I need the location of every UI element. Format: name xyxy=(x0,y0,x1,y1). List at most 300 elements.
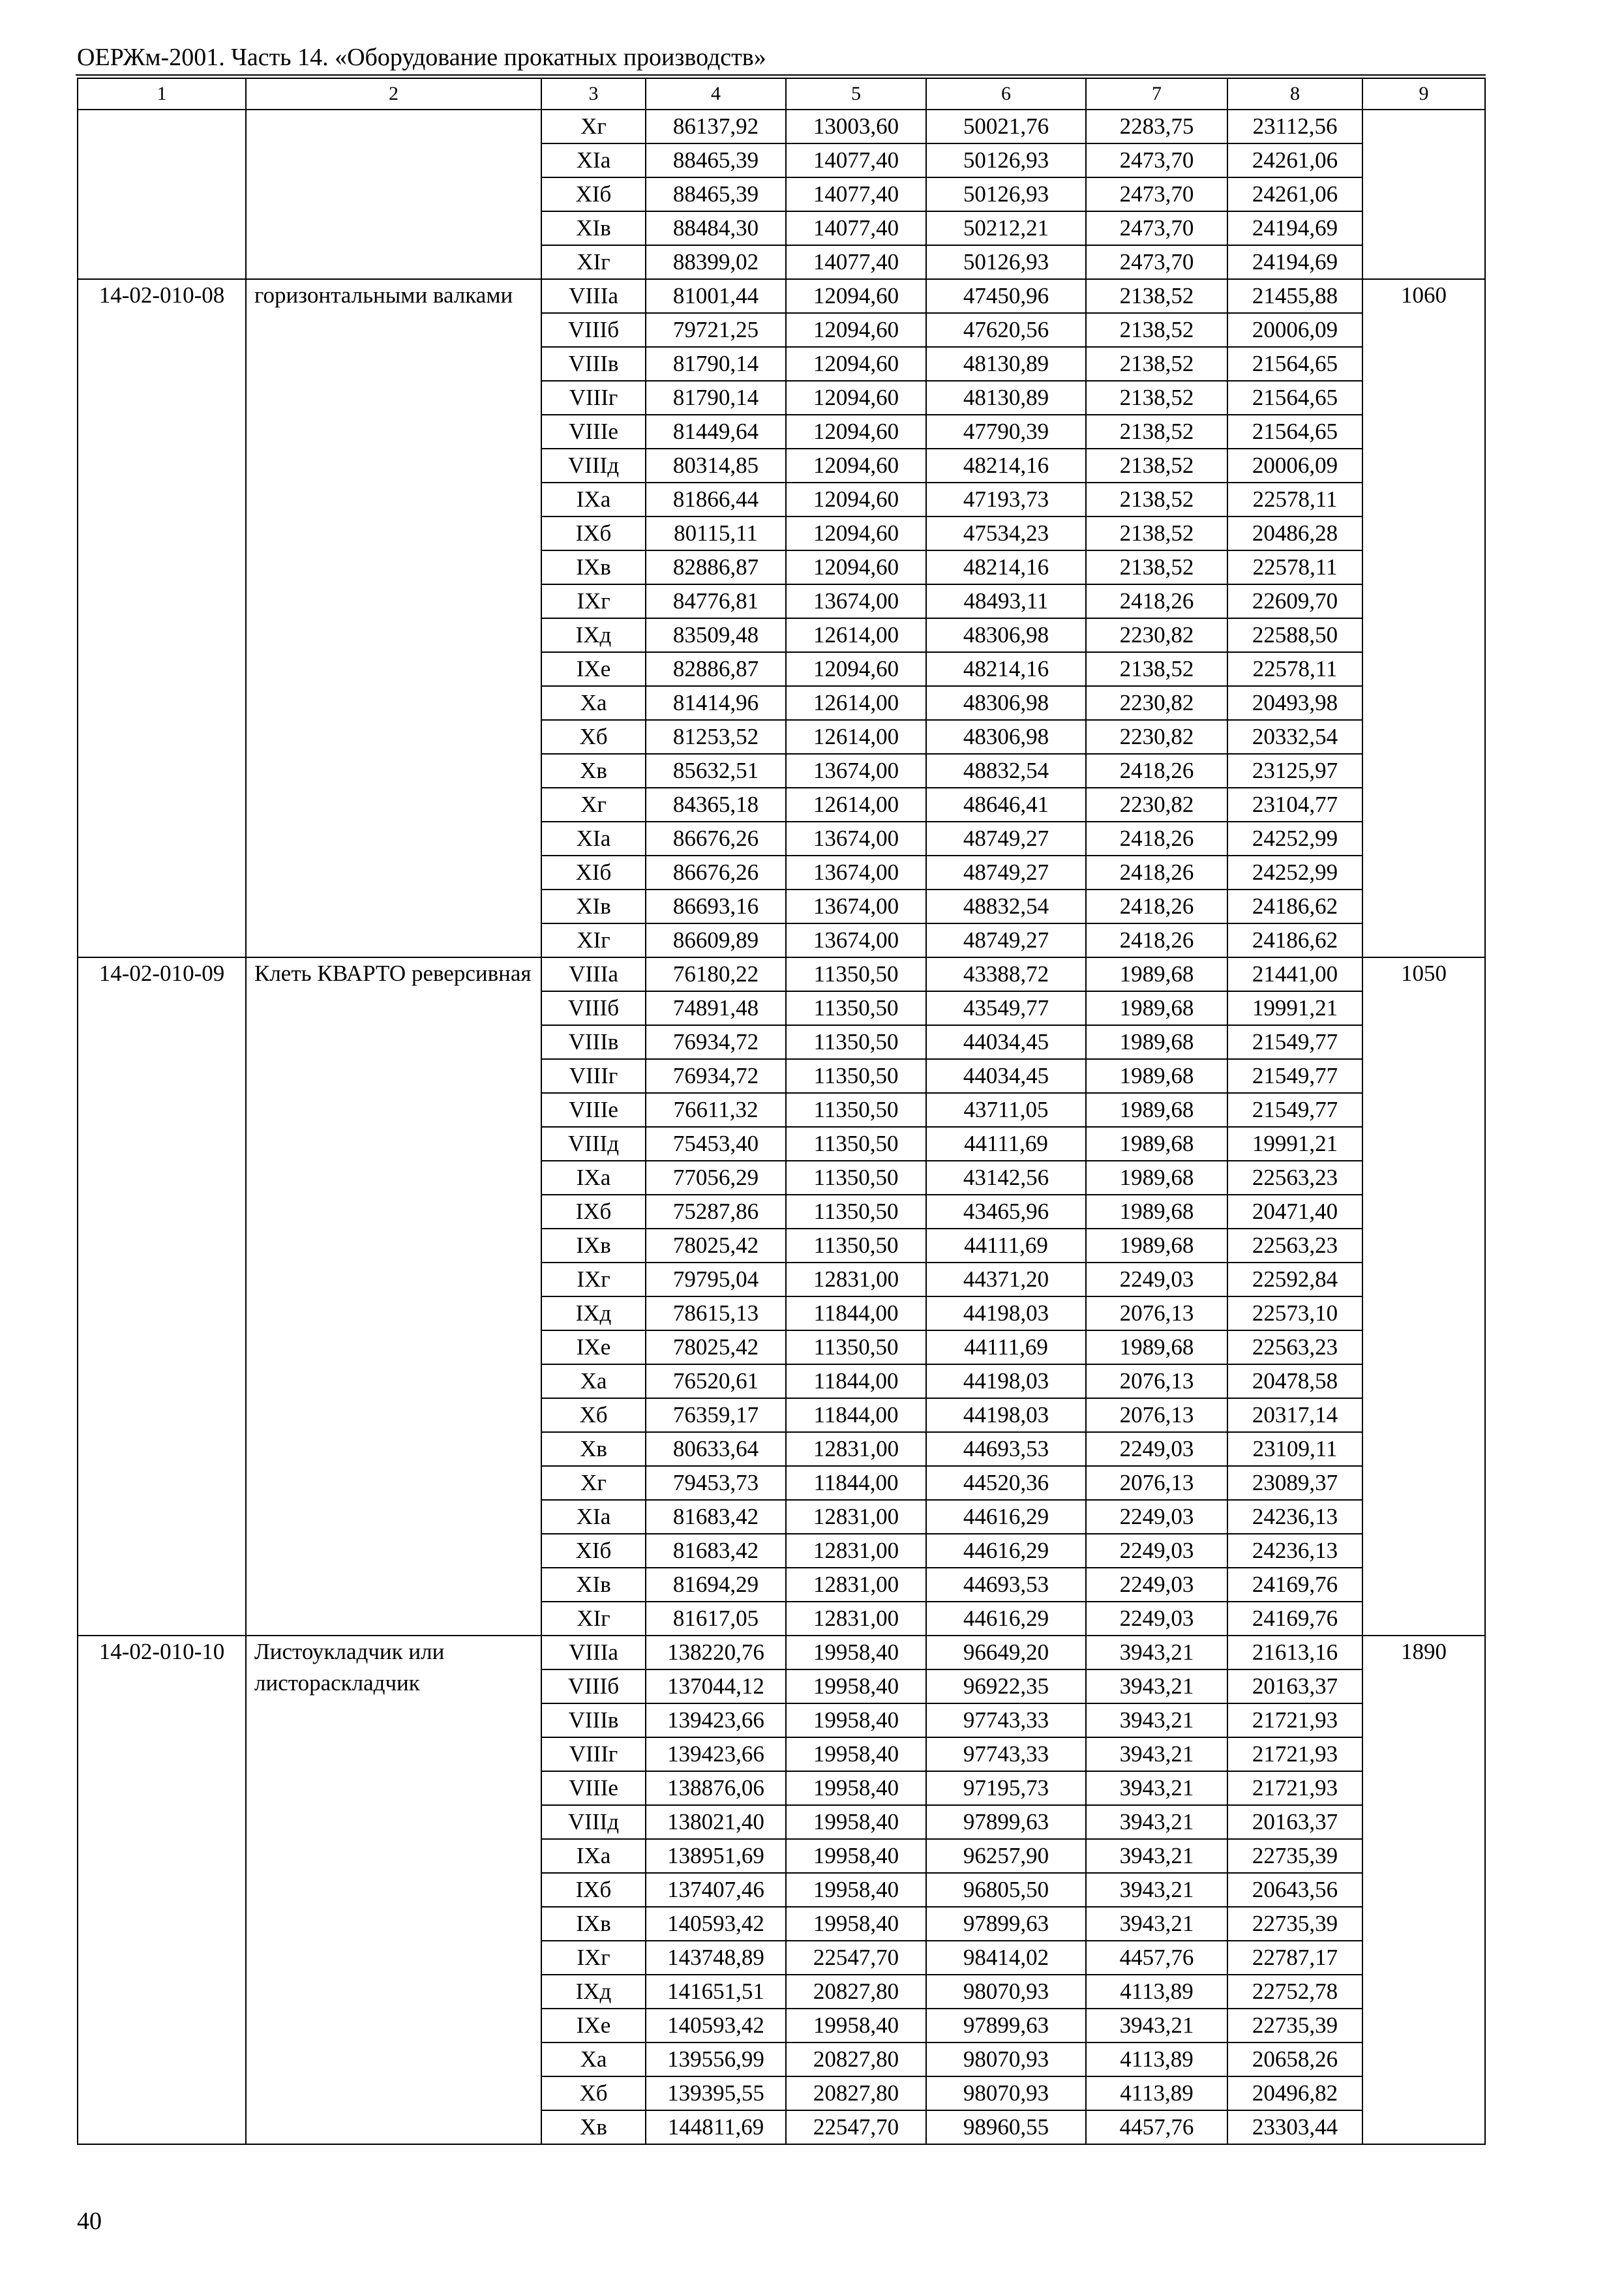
region-class-cell: IХг xyxy=(541,584,646,618)
materials-cost-cell: 24194,69 xyxy=(1227,211,1362,245)
region-class-cell: VIIIд xyxy=(541,1805,646,1839)
machine-cost-cell: 47450,96 xyxy=(926,279,1086,313)
materials-cost-cell: 20643,56 xyxy=(1227,1873,1362,1907)
materials-cost-cell: 22573,10 xyxy=(1227,1296,1362,1330)
total-cost-cell: 80115,11 xyxy=(646,516,786,550)
region-class-cell: Хб xyxy=(541,720,646,754)
machine-cost-cell: 48214,16 xyxy=(926,550,1086,584)
column-number: 6 xyxy=(926,78,1086,110)
materials-cost-cell: 22578,11 xyxy=(1227,483,1362,516)
wages-cell: 19958,40 xyxy=(786,1873,926,1907)
machine-cost-cell: 48749,27 xyxy=(926,923,1086,957)
wages-cell: 20827,80 xyxy=(786,2042,926,2076)
region-class-cell: ХIа xyxy=(541,143,646,177)
total-cost-cell: 76180,22 xyxy=(646,957,786,991)
machine-cost-cell: 47620,56 xyxy=(926,313,1086,347)
operator-wages-cell: 2138,52 xyxy=(1086,449,1227,483)
total-cost-cell: 138876,06 xyxy=(646,1771,786,1805)
machine-cost-cell: 43711,05 xyxy=(926,1093,1086,1127)
total-cost-cell: 84776,81 xyxy=(646,584,786,618)
wages-cell: 14077,40 xyxy=(786,245,926,279)
total-cost-cell: 86676,26 xyxy=(646,822,786,856)
machine-cost-cell: 98070,93 xyxy=(926,1975,1086,2009)
region-class-cell: VIIIе xyxy=(541,415,646,449)
price-table xyxy=(77,78,1486,2145)
total-cost-cell: 81683,42 xyxy=(646,1534,786,1568)
machine-cost-cell: 43142,56 xyxy=(926,1161,1086,1195)
region-class-cell: Хг xyxy=(541,110,646,143)
wages-cell: 11844,00 xyxy=(786,1364,926,1398)
materials-cost-cell: 22592,84 xyxy=(1227,1263,1362,1296)
materials-cost-cell: 20493,98 xyxy=(1227,686,1362,720)
materials-cost-cell: 20471,40 xyxy=(1227,1195,1362,1229)
total-cost-cell: 138951,69 xyxy=(646,1839,786,1873)
total-cost-cell: 84365,18 xyxy=(646,788,786,822)
wages-cell: 22547,70 xyxy=(786,1941,926,1975)
machine-cost-cell: 44198,03 xyxy=(926,1364,1086,1398)
operator-wages-cell: 2076,13 xyxy=(1086,1466,1227,1500)
machine-cost-cell: 44034,45 xyxy=(926,1059,1086,1093)
column-number: 2 xyxy=(246,78,541,110)
operator-wages-cell: 3943,21 xyxy=(1086,1636,1227,1669)
operator-wages-cell: 1989,68 xyxy=(1086,1161,1227,1195)
wages-cell: 12094,60 xyxy=(786,652,926,686)
operator-wages-cell: 3943,21 xyxy=(1086,1737,1227,1771)
region-class-cell: IХв xyxy=(541,1907,646,1941)
operator-wages-cell: 1989,68 xyxy=(1086,1195,1227,1229)
region-class-cell: Ха xyxy=(541,686,646,720)
wages-cell: 13674,00 xyxy=(786,822,926,856)
table-row xyxy=(78,279,1485,313)
materials-cost-cell: 20006,09 xyxy=(1227,449,1362,483)
machine-cost-cell: 43388,72 xyxy=(926,957,1086,991)
operator-wages-cell: 4113,89 xyxy=(1086,2042,1227,2076)
machine-cost-cell: 98070,93 xyxy=(926,2076,1086,2110)
machine-cost-cell: 48306,98 xyxy=(926,618,1086,652)
total-cost-cell: 83509,48 xyxy=(646,618,786,652)
operator-wages-cell: 1989,68 xyxy=(1086,957,1227,991)
column-number: 5 xyxy=(786,78,926,110)
operator-wages-cell: 2230,82 xyxy=(1086,618,1227,652)
operator-wages-cell: 2138,52 xyxy=(1086,415,1227,449)
machine-cost-cell: 48130,89 xyxy=(926,381,1086,415)
total-cost-cell: 81683,42 xyxy=(646,1500,786,1534)
machine-cost-cell: 98070,93 xyxy=(926,2042,1086,2076)
total-cost-cell: 88484,30 xyxy=(646,211,786,245)
machine-cost-cell: 98414,02 xyxy=(926,1941,1086,1975)
wages-cell: 12831,00 xyxy=(786,1534,926,1568)
materials-cost-cell: 22735,39 xyxy=(1227,1839,1362,1873)
total-cost-cell: 80314,85 xyxy=(646,449,786,483)
region-class-cell: IХд xyxy=(541,1975,646,2009)
table-row xyxy=(78,957,1485,991)
machine-cost-cell: 97743,33 xyxy=(926,1737,1086,1771)
total-cost-cell: 86676,26 xyxy=(646,856,786,890)
wages-cell: 13674,00 xyxy=(786,584,926,618)
materials-cost-cell: 24261,06 xyxy=(1227,177,1362,211)
machine-cost-cell: 48306,98 xyxy=(926,720,1086,754)
materials-cost-cell: 24194,69 xyxy=(1227,245,1362,279)
total-cost-cell: 76520,61 xyxy=(646,1364,786,1398)
total-cost-cell: 140593,42 xyxy=(646,2009,786,2042)
column-number: 3 xyxy=(541,78,646,110)
region-class-cell: ХIа xyxy=(541,1500,646,1534)
operator-wages-cell: 2138,52 xyxy=(1086,483,1227,516)
materials-cost-cell: 22752,78 xyxy=(1227,1975,1362,2009)
total-cost-cell: 143748,89 xyxy=(646,1941,786,1975)
operator-wages-cell: 2138,52 xyxy=(1086,313,1227,347)
region-class-cell: IХа xyxy=(541,1839,646,1873)
materials-cost-cell: 23125,97 xyxy=(1227,754,1362,788)
region-class-cell: IХв xyxy=(541,1229,646,1263)
wages-cell: 13674,00 xyxy=(786,890,926,923)
wages-cell: 13674,00 xyxy=(786,754,926,788)
region-class-cell: Ха xyxy=(541,1364,646,1398)
operator-wages-cell: 1989,68 xyxy=(1086,1025,1227,1059)
total-cost-cell: 81694,29 xyxy=(646,1568,786,1602)
region-class-cell: ХIб xyxy=(541,856,646,890)
operator-wages-cell: 2473,70 xyxy=(1086,177,1227,211)
materials-cost-cell: 24169,76 xyxy=(1227,1568,1362,1602)
wages-cell: 12831,00 xyxy=(786,1602,926,1636)
region-class-cell: VIIIв xyxy=(541,1025,646,1059)
wages-cell: 12094,60 xyxy=(786,415,926,449)
total-cost-cell: 78025,42 xyxy=(646,1330,786,1364)
item-code: 14-02-010-09 xyxy=(78,957,246,1636)
total-cost-cell: 77056,29 xyxy=(646,1161,786,1195)
operator-wages-cell: 1989,68 xyxy=(1086,1059,1227,1093)
total-cost-cell: 79795,04 xyxy=(646,1263,786,1296)
operator-wages-cell: 2138,52 xyxy=(1086,516,1227,550)
wages-cell: 20827,80 xyxy=(786,2076,926,2110)
region-class-cell: VIIIд xyxy=(541,449,646,483)
total-cost-cell: 139556,99 xyxy=(646,2042,786,2076)
materials-cost-cell: 24261,06 xyxy=(1227,143,1362,177)
item-name: Клеть КВАРТО реверсивная xyxy=(246,957,541,1636)
operator-wages-cell: 1989,68 xyxy=(1086,1093,1227,1127)
total-cost-cell: 81001,44 xyxy=(646,279,786,313)
materials-cost-cell: 24236,13 xyxy=(1227,1534,1362,1568)
operator-wages-cell: 3943,21 xyxy=(1086,1907,1227,1941)
total-cost-cell: 139423,66 xyxy=(646,1703,786,1737)
region-class-cell: VIIIб xyxy=(541,1669,646,1703)
region-class-cell: Ха xyxy=(541,2042,646,2076)
item-code: 14-02-010-10 xyxy=(78,1636,246,2144)
wages-cell: 11350,50 xyxy=(786,1127,926,1161)
materials-cost-cell: 23089,37 xyxy=(1227,1466,1362,1500)
total-cost-cell: 86693,16 xyxy=(646,890,786,923)
machine-cost-cell: 44693,53 xyxy=(926,1432,1086,1466)
total-cost-cell: 75287,86 xyxy=(646,1195,786,1229)
region-class-cell: Хб xyxy=(541,2076,646,2110)
wages-cell: 13674,00 xyxy=(786,856,926,890)
total-cost-cell: 75453,40 xyxy=(646,1127,786,1161)
region-class-cell: Хв xyxy=(541,2110,646,2144)
machine-cost-cell: 47534,23 xyxy=(926,516,1086,550)
wages-cell: 12831,00 xyxy=(786,1568,926,1602)
region-class-cell: VIIIе xyxy=(541,1093,646,1127)
total-cost-cell: 88465,39 xyxy=(646,177,786,211)
operator-wages-cell: 4457,76 xyxy=(1086,2110,1227,2144)
materials-cost-cell: 22787,17 xyxy=(1227,1941,1362,1975)
machine-cost-cell: 96649,20 xyxy=(926,1636,1086,1669)
materials-cost-cell: 22563,23 xyxy=(1227,1330,1362,1364)
materials-cost-cell: 22735,39 xyxy=(1227,2009,1362,2042)
machine-cost-cell: 48130,89 xyxy=(926,347,1086,381)
column-number: 9 xyxy=(1362,78,1485,110)
operator-wages-cell: 2473,70 xyxy=(1086,143,1227,177)
item-code xyxy=(78,110,246,279)
machine-cost-cell: 50126,93 xyxy=(926,177,1086,211)
column-number: 7 xyxy=(1086,78,1227,110)
materials-cost-cell: 20478,58 xyxy=(1227,1364,1362,1398)
wages-cell: 11350,50 xyxy=(786,1093,926,1127)
total-cost-cell: 76359,17 xyxy=(646,1398,786,1432)
materials-cost-cell: 24186,62 xyxy=(1227,923,1362,957)
operator-wages-cell: 2473,70 xyxy=(1086,211,1227,245)
item-name: горизонтальными валками xyxy=(246,279,541,957)
materials-cost-cell: 21613,16 xyxy=(1227,1636,1362,1669)
region-class-cell: VIIIб xyxy=(541,313,646,347)
machine-cost-cell: 44198,03 xyxy=(926,1398,1086,1432)
operator-wages-cell: 2473,70 xyxy=(1086,245,1227,279)
region-class-cell: IХб xyxy=(541,1195,646,1229)
operator-wages-cell: 2230,82 xyxy=(1086,788,1227,822)
operator-wages-cell: 2418,26 xyxy=(1086,754,1227,788)
column-number: 4 xyxy=(646,78,786,110)
wages-cell: 14077,40 xyxy=(786,143,926,177)
materials-cost-cell: 22563,23 xyxy=(1227,1161,1362,1195)
total-cost-cell: 88465,39 xyxy=(646,143,786,177)
total-cost-cell: 137407,46 xyxy=(646,1873,786,1907)
region-class-cell: ХIв xyxy=(541,1568,646,1602)
machine-cost-cell: 44616,29 xyxy=(926,1500,1086,1534)
wages-cell: 12831,00 xyxy=(786,1263,926,1296)
materials-cost-cell: 22609,70 xyxy=(1227,584,1362,618)
operator-wages-cell: 2249,03 xyxy=(1086,1602,1227,1636)
wages-cell: 19958,40 xyxy=(786,1703,926,1737)
region-class-cell: Хб xyxy=(541,1398,646,1432)
table-row xyxy=(78,110,1485,143)
operator-wages-cell: 2418,26 xyxy=(1086,584,1227,618)
region-class-cell: IХе xyxy=(541,1330,646,1364)
region-class-cell: VIIIа xyxy=(541,279,646,313)
wages-cell: 12614,00 xyxy=(786,720,926,754)
machine-cost-cell: 43465,96 xyxy=(926,1195,1086,1229)
region-class-cell: ХIб xyxy=(541,1534,646,1568)
wages-cell: 12831,00 xyxy=(786,1500,926,1534)
region-class-cell: Хг xyxy=(541,788,646,822)
region-class-cell: IХд xyxy=(541,618,646,652)
wages-cell: 12094,60 xyxy=(786,313,926,347)
materials-cost-cell: 21564,65 xyxy=(1227,415,1362,449)
operator-wages-cell: 4113,89 xyxy=(1086,2076,1227,2110)
materials-cost-cell: 22588,50 xyxy=(1227,618,1362,652)
materials-cost-cell: 20496,82 xyxy=(1227,2076,1362,2110)
materials-cost-cell: 20658,26 xyxy=(1227,2042,1362,2076)
total-cost-cell: 81790,14 xyxy=(646,381,786,415)
materials-cost-cell: 22563,23 xyxy=(1227,1229,1362,1263)
region-class-cell: ХIг xyxy=(541,923,646,957)
wages-cell: 19958,40 xyxy=(786,1805,926,1839)
machine-cost-cell: 44520,36 xyxy=(926,1466,1086,1500)
operator-wages-cell: 2249,03 xyxy=(1086,1500,1227,1534)
total-cost-cell: 82886,87 xyxy=(646,550,786,584)
machine-cost-cell: 48214,16 xyxy=(926,449,1086,483)
total-cost-cell: 79721,25 xyxy=(646,313,786,347)
operator-wages-cell: 4113,89 xyxy=(1086,1975,1227,2009)
wages-cell: 14077,40 xyxy=(786,177,926,211)
machine-cost-cell: 97195,73 xyxy=(926,1771,1086,1805)
item-name xyxy=(246,110,541,279)
wages-cell: 12094,60 xyxy=(786,279,926,313)
region-class-cell: IХг xyxy=(541,1941,646,1975)
wages-cell: 11844,00 xyxy=(786,1296,926,1330)
materials-cost-cell: 21721,93 xyxy=(1227,1703,1362,1737)
region-class-cell: VIIIе xyxy=(541,1771,646,1805)
region-class-cell: Хв xyxy=(541,754,646,788)
wages-cell: 12614,00 xyxy=(786,788,926,822)
total-cost-cell: 137044,12 xyxy=(646,1669,786,1703)
total-cost-cell: 81866,44 xyxy=(646,483,786,516)
machine-cost-cell: 50126,93 xyxy=(926,143,1086,177)
operator-wages-cell: 2076,13 xyxy=(1086,1364,1227,1398)
materials-cost-cell: 22578,11 xyxy=(1227,652,1362,686)
region-class-cell: Хг xyxy=(541,1466,646,1500)
materials-cost-cell: 24236,13 xyxy=(1227,1500,1362,1534)
region-class-cell: ХIа xyxy=(541,822,646,856)
machine-cost-cell: 50021,76 xyxy=(926,110,1086,143)
machine-cost-cell: 97899,63 xyxy=(926,1805,1086,1839)
wages-cell: 11350,50 xyxy=(786,1330,926,1364)
machine-cost-cell: 44616,29 xyxy=(926,1602,1086,1636)
machine-cost-cell: 97743,33 xyxy=(926,1703,1086,1737)
materials-cost-cell: 21564,65 xyxy=(1227,381,1362,415)
wages-cell: 13674,00 xyxy=(786,923,926,957)
wages-cell: 11350,50 xyxy=(786,957,926,991)
total-cost-cell: 86137,92 xyxy=(646,110,786,143)
region-class-cell: ХIб xyxy=(541,177,646,211)
region-class-cell: VIIIг xyxy=(541,1059,646,1093)
wages-cell: 11350,50 xyxy=(786,1059,926,1093)
operator-wages-cell: 3943,21 xyxy=(1086,1805,1227,1839)
machine-cost-cell: 44616,29 xyxy=(926,1534,1086,1568)
wages-cell: 19958,40 xyxy=(786,1737,926,1771)
materials-cost-cell: 21441,00 xyxy=(1227,957,1362,991)
table-row xyxy=(78,1636,1485,1669)
wages-cell: 12614,00 xyxy=(786,686,926,720)
materials-cost-cell: 24186,62 xyxy=(1227,890,1362,923)
wages-cell: 19958,40 xyxy=(786,1636,926,1669)
machine-cost-cell: 48832,54 xyxy=(926,754,1086,788)
wages-cell: 12614,00 xyxy=(786,618,926,652)
materials-cost-cell: 19991,21 xyxy=(1227,991,1362,1025)
operator-wages-cell: 2418,26 xyxy=(1086,822,1227,856)
operator-wages-cell: 2418,26 xyxy=(1086,890,1227,923)
materials-cost-cell: 21549,77 xyxy=(1227,1059,1362,1093)
operator-wages-cell: 4457,76 xyxy=(1086,1941,1227,1975)
region-class-cell: IХе xyxy=(541,652,646,686)
materials-cost-cell: 24252,99 xyxy=(1227,822,1362,856)
operator-wages-cell: 2138,52 xyxy=(1086,279,1227,313)
materials-cost-cell: 20317,14 xyxy=(1227,1398,1362,1432)
materials-cost-cell: 21549,77 xyxy=(1227,1025,1362,1059)
total-cost-cell: 78025,42 xyxy=(646,1229,786,1263)
materials-cost-cell: 24169,76 xyxy=(1227,1602,1362,1636)
machine-cost-cell: 98960,55 xyxy=(926,2110,1086,2144)
region-class-cell: IХг xyxy=(541,1263,646,1296)
region-class-cell: ХIв xyxy=(541,890,646,923)
wages-cell: 11844,00 xyxy=(786,1466,926,1500)
machine-cost-cell: 48214,16 xyxy=(926,652,1086,686)
table-body xyxy=(78,78,1485,2144)
total-cost-cell: 81449,64 xyxy=(646,415,786,449)
operator-wages-cell: 2249,03 xyxy=(1086,1432,1227,1466)
operator-wages-cell: 3943,21 xyxy=(1086,1703,1227,1737)
total-cost-cell: 82886,87 xyxy=(646,652,786,686)
wages-cell: 19958,40 xyxy=(786,1669,926,1703)
total-cost-cell: 76611,32 xyxy=(646,1093,786,1127)
wages-cell: 11350,50 xyxy=(786,1025,926,1059)
wages-cell: 19958,40 xyxy=(786,1839,926,1873)
materials-cost-cell: 23112,56 xyxy=(1227,110,1362,143)
total-cost-cell: 140593,42 xyxy=(646,1907,786,1941)
operator-wages-cell: 2138,52 xyxy=(1086,347,1227,381)
region-class-cell: VIIIв xyxy=(541,1703,646,1737)
machine-cost-cell: 47193,73 xyxy=(926,483,1086,516)
machine-cost-cell: 48749,27 xyxy=(926,856,1086,890)
operator-wages-cell: 2076,13 xyxy=(1086,1296,1227,1330)
item-code: 14-02-010-08 xyxy=(78,279,246,957)
operator-wages-cell: 2230,82 xyxy=(1086,686,1227,720)
total-cost-cell: 138021,40 xyxy=(646,1805,786,1839)
total-cost-cell: 81253,52 xyxy=(646,720,786,754)
wages-cell: 11350,50 xyxy=(786,991,926,1025)
machine-cost-cell: 48832,54 xyxy=(926,890,1086,923)
total-cost-cell: 85632,51 xyxy=(646,754,786,788)
materials-cost-cell: 20163,37 xyxy=(1227,1669,1362,1703)
operator-wages-cell: 2138,52 xyxy=(1086,381,1227,415)
region-class-cell: IХв xyxy=(541,550,646,584)
machine-cost-cell: 48493,11 xyxy=(926,584,1086,618)
operator-wages-cell: 3943,21 xyxy=(1086,1839,1227,1873)
materials-cost-cell: 20486,28 xyxy=(1227,516,1362,550)
wages-cell: 12094,60 xyxy=(786,483,926,516)
item-name: Листоукладчик или листораскладчик xyxy=(246,1636,541,2144)
wages-cell: 11350,50 xyxy=(786,1161,926,1195)
total-cost-cell: 76934,72 xyxy=(646,1059,786,1093)
region-class-cell: VIIIг xyxy=(541,381,646,415)
total-cost-cell: 74891,48 xyxy=(646,991,786,1025)
operator-wages-cell: 1989,68 xyxy=(1086,1127,1227,1161)
page-number: 40 xyxy=(77,2207,102,2235)
wages-cell: 11350,50 xyxy=(786,1195,926,1229)
column-number: 8 xyxy=(1227,78,1362,110)
machine-cost-cell: 44111,69 xyxy=(926,1229,1086,1263)
materials-cost-cell: 21549,77 xyxy=(1227,1093,1362,1127)
operator-wages-cell: 3943,21 xyxy=(1086,1873,1227,1907)
operator-wages-cell: 3943,21 xyxy=(1086,2009,1227,2042)
materials-cost-cell: 22578,11 xyxy=(1227,550,1362,584)
region-class-cell: Хв xyxy=(541,1432,646,1466)
machine-cost-cell: 48749,27 xyxy=(926,822,1086,856)
operator-wages-cell: 2418,26 xyxy=(1086,856,1227,890)
header-rule xyxy=(76,74,1486,76)
machine-cost-cell: 96805,50 xyxy=(926,1873,1086,1907)
materials-cost-cell: 20332,54 xyxy=(1227,720,1362,754)
region-class-cell: VIIIд xyxy=(541,1127,646,1161)
machine-cost-cell: 50126,93 xyxy=(926,245,1086,279)
